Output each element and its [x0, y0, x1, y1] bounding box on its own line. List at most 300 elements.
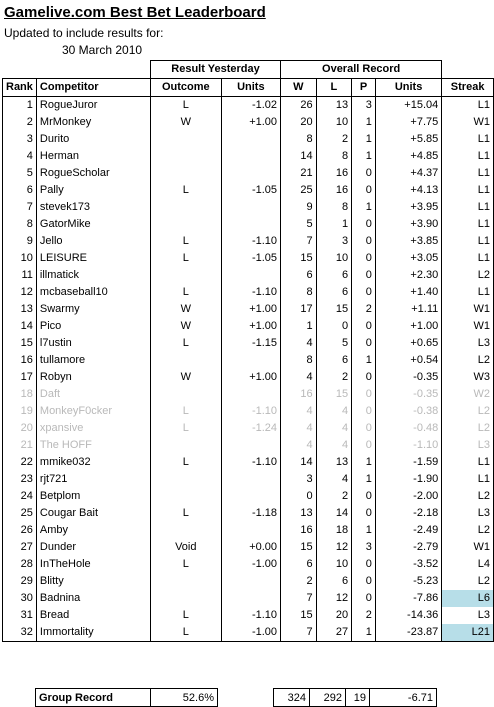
- leaderboard-table: [2, 60, 494, 642]
- units-overall-cell: +7.75: [375, 114, 441, 131]
- p-cell: 1: [352, 131, 376, 148]
- streak-cell: L21: [442, 624, 494, 642]
- p-cell: 0: [352, 267, 376, 284]
- outcome-cell: [150, 522, 221, 539]
- w-cell: 14: [281, 454, 317, 471]
- w-cell: 8: [281, 131, 317, 148]
- l-cell: 27: [316, 624, 352, 642]
- rank-cell: 5: [3, 165, 37, 182]
- p-cell: 0: [352, 369, 376, 386]
- competitor-cell: Swarmy: [36, 301, 150, 318]
- table-row: [3, 352, 494, 369]
- table-row: [3, 301, 494, 318]
- l-cell: 6: [316, 284, 352, 301]
- streak-cell: W1: [442, 318, 494, 335]
- units-overall-cell: +3.90: [375, 216, 441, 233]
- competitor-cell: Durito: [36, 131, 150, 148]
- p-cell: 0: [352, 165, 376, 182]
- units-yesterday-cell: -1.05: [221, 250, 280, 267]
- units-overall-cell: -0.35: [375, 386, 441, 403]
- p-cell: 0: [352, 250, 376, 267]
- group-header-row: [3, 61, 494, 79]
- w-cell: 7: [281, 590, 317, 607]
- competitor-cell: illmatick: [36, 267, 150, 284]
- streak-cell: L3: [442, 505, 494, 522]
- rank-cell: 27: [3, 539, 37, 556]
- outcome-cell: [150, 199, 221, 216]
- l-cell: 2: [316, 488, 352, 505]
- outcome-cell: W: [150, 301, 221, 318]
- rank-cell: 28: [3, 556, 37, 573]
- competitor-cell: LEISURE: [36, 250, 150, 267]
- units-yesterday-cell: [221, 437, 280, 454]
- units-yesterday-cell: [221, 573, 280, 590]
- p-cell: 1: [352, 624, 376, 642]
- col-units-overall: Units: [375, 79, 441, 97]
- table-row: [3, 267, 494, 284]
- units-yesterday-cell: -1.15: [221, 335, 280, 352]
- table-row: [3, 471, 494, 488]
- outcome-cell: [150, 590, 221, 607]
- l-cell: 1: [316, 216, 352, 233]
- competitor-cell: l7ustin: [36, 335, 150, 352]
- units-yesterday-cell: -1.02: [221, 97, 280, 115]
- rank-cell: 4: [3, 148, 37, 165]
- table-row: [3, 403, 494, 420]
- w-cell: 9: [281, 199, 317, 216]
- l-cell: 12: [316, 590, 352, 607]
- competitor-cell: Blitty: [36, 573, 150, 590]
- w-cell: 8: [281, 352, 317, 369]
- l-cell: 18: [316, 522, 352, 539]
- l-cell: 5: [316, 335, 352, 352]
- streak-cell: W3: [442, 369, 494, 386]
- p-cell: 3: [352, 97, 376, 115]
- rank-cell: 12: [3, 284, 37, 301]
- rank-cell: 25: [3, 505, 37, 522]
- l-cell: 2: [316, 369, 352, 386]
- l-cell: 6: [316, 573, 352, 590]
- w-cell: 4: [281, 437, 317, 454]
- w-cell: 5: [281, 216, 317, 233]
- streak-cell: L2: [442, 488, 494, 505]
- col-p: P: [352, 79, 376, 97]
- l-cell: 20: [316, 607, 352, 624]
- units-yesterday-cell: +1.00: [221, 301, 280, 318]
- table-row: [3, 556, 494, 573]
- table-row: [3, 182, 494, 199]
- competitor-cell: Daft: [36, 386, 150, 403]
- l-cell: 10: [316, 556, 352, 573]
- rank-cell: 3: [3, 131, 37, 148]
- outcome-cell: L: [150, 454, 221, 471]
- w-cell: 4: [281, 369, 317, 386]
- group-record-pct: 52.6%: [151, 689, 218, 707]
- table-row: [3, 386, 494, 403]
- p-cell: 0: [352, 556, 376, 573]
- w-cell: 7: [281, 624, 317, 642]
- outcome-cell: [150, 573, 221, 590]
- l-cell: 13: [316, 454, 352, 471]
- p-cell: 1: [352, 114, 376, 131]
- rank-cell: 7: [3, 199, 37, 216]
- rank-cell: 20: [3, 420, 37, 437]
- table-row: [3, 573, 494, 590]
- group-record-table: [35, 688, 437, 707]
- units-yesterday-cell: -1.00: [221, 624, 280, 642]
- l-cell: 10: [316, 250, 352, 267]
- outcome-cell: L: [150, 624, 221, 642]
- l-cell: 16: [316, 182, 352, 199]
- group-record-w: 324: [274, 689, 310, 707]
- l-cell: 14: [316, 505, 352, 522]
- units-yesterday-cell: -1.24: [221, 420, 280, 437]
- rank-cell: 2: [3, 114, 37, 131]
- update-date: 30 March 2010: [62, 43, 143, 57]
- streak-cell: L2: [442, 522, 494, 539]
- l-cell: 6: [316, 352, 352, 369]
- streak-cell: L1: [442, 131, 494, 148]
- competitor-cell: InTheHole: [36, 556, 150, 573]
- units-yesterday-cell: +1.00: [221, 318, 280, 335]
- l-cell: 4: [316, 420, 352, 437]
- outcome-cell: [150, 131, 221, 148]
- rank-cell: 9: [3, 233, 37, 250]
- p-cell: 0: [352, 284, 376, 301]
- p-cell: 0: [352, 335, 376, 352]
- competitor-cell: tullamore: [36, 352, 150, 369]
- w-cell: 15: [281, 250, 317, 267]
- outcome-cell: [150, 267, 221, 284]
- rank-cell: 31: [3, 607, 37, 624]
- units-yesterday-cell: +1.00: [221, 369, 280, 386]
- w-cell: 3: [281, 471, 317, 488]
- streak-cell: L1: [442, 471, 494, 488]
- units-overall-cell: -1.90: [375, 471, 441, 488]
- table-row: [3, 488, 494, 505]
- table-row: [3, 437, 494, 454]
- outcome-cell: [150, 488, 221, 505]
- streak-cell: W1: [442, 114, 494, 131]
- w-cell: 15: [281, 539, 317, 556]
- rank-cell: 22: [3, 454, 37, 471]
- outcome-cell: L: [150, 335, 221, 352]
- table-row: [3, 131, 494, 148]
- competitor-cell: Badnina: [36, 590, 150, 607]
- units-overall-cell: -2.18: [375, 505, 441, 522]
- l-cell: 4: [316, 471, 352, 488]
- table-row: [3, 233, 494, 250]
- w-cell: 25: [281, 182, 317, 199]
- group-record-units: -6.71: [370, 689, 437, 707]
- p-cell: 2: [352, 301, 376, 318]
- outcome-cell: W: [150, 114, 221, 131]
- w-cell: 6: [281, 556, 317, 573]
- units-overall-cell: -5.23: [375, 573, 441, 590]
- units-yesterday-cell: [221, 386, 280, 403]
- units-yesterday-cell: [221, 199, 280, 216]
- p-cell: 1: [352, 199, 376, 216]
- rank-cell: 10: [3, 250, 37, 267]
- streak-cell: L1: [442, 284, 494, 301]
- outcome-cell: [150, 165, 221, 182]
- table-row: [3, 590, 494, 607]
- update-note: Updated to include results for:: [4, 26, 164, 40]
- w-cell: 6: [281, 267, 317, 284]
- competitor-cell: Herman: [36, 148, 150, 165]
- outcome-cell: [150, 437, 221, 454]
- streak-cell: W2: [442, 386, 494, 403]
- rank-cell: 17: [3, 369, 37, 386]
- units-overall-cell: +0.54: [375, 352, 441, 369]
- outcome-cell: [150, 352, 221, 369]
- units-yesterday-cell: [221, 522, 280, 539]
- p-cell: 0: [352, 488, 376, 505]
- units-overall-cell: +3.05: [375, 250, 441, 267]
- p-cell: 1: [352, 471, 376, 488]
- units-overall-cell: -0.38: [375, 403, 441, 420]
- l-cell: 8: [316, 148, 352, 165]
- l-cell: 4: [316, 403, 352, 420]
- table-row: [3, 250, 494, 267]
- rank-cell: 14: [3, 318, 37, 335]
- col-w: W: [281, 79, 317, 97]
- p-cell: 2: [352, 607, 376, 624]
- units-overall-cell: -2.49: [375, 522, 441, 539]
- w-cell: 2: [281, 573, 317, 590]
- competitor-cell: mcbaseball10: [36, 284, 150, 301]
- col-units-yesterday: Units: [221, 79, 280, 97]
- units-yesterday-cell: -1.10: [221, 233, 280, 250]
- rank-cell: 6: [3, 182, 37, 199]
- w-cell: 13: [281, 505, 317, 522]
- outcome-cell: [150, 148, 221, 165]
- outcome-cell: L: [150, 284, 221, 301]
- streak-cell: L3: [442, 335, 494, 352]
- group-record-p: 19: [346, 689, 370, 707]
- w-cell: 17: [281, 301, 317, 318]
- group-record-label: Group Record: [36, 689, 151, 707]
- competitor-cell: Immortality: [36, 624, 150, 642]
- streak-cell: L4: [442, 556, 494, 573]
- streak-cell: L1: [442, 165, 494, 182]
- p-cell: 0: [352, 318, 376, 335]
- p-cell: 0: [352, 216, 376, 233]
- units-overall-cell: -0.48: [375, 420, 441, 437]
- p-cell: 0: [352, 403, 376, 420]
- w-cell: 4: [281, 420, 317, 437]
- outcome-cell: L: [150, 607, 221, 624]
- competitor-cell: stevek173: [36, 199, 150, 216]
- table-row: [3, 607, 494, 624]
- units-yesterday-cell: [221, 590, 280, 607]
- table-row: [3, 454, 494, 471]
- streak-cell: L1: [442, 233, 494, 250]
- p-cell: 0: [352, 233, 376, 250]
- w-cell: 15: [281, 607, 317, 624]
- table-row: [3, 624, 494, 642]
- units-overall-cell: +4.85: [375, 148, 441, 165]
- streak-cell: L3: [442, 607, 494, 624]
- units-overall-cell: +4.37: [375, 165, 441, 182]
- units-overall-cell: -23.87: [375, 624, 441, 642]
- outcome-cell: L: [150, 403, 221, 420]
- l-cell: 0: [316, 318, 352, 335]
- p-cell: 0: [352, 590, 376, 607]
- units-yesterday-cell: [221, 267, 280, 284]
- table-row: [3, 522, 494, 539]
- outcome-cell: Void: [150, 539, 221, 556]
- p-cell: 0: [352, 505, 376, 522]
- w-cell: 4: [281, 335, 317, 352]
- col-competitor: Competitor: [36, 79, 150, 97]
- w-cell: 8: [281, 284, 317, 301]
- units-overall-cell: +0.65: [375, 335, 441, 352]
- l-cell: 3: [316, 233, 352, 250]
- units-overall-cell: -14.36: [375, 607, 441, 624]
- outcome-cell: W: [150, 369, 221, 386]
- table-row: [3, 318, 494, 335]
- w-cell: 20: [281, 114, 317, 131]
- streak-cell: L1: [442, 454, 494, 471]
- competitor-cell: MrMonkey: [36, 114, 150, 131]
- table-row: [3, 505, 494, 522]
- table-row: [3, 420, 494, 437]
- rank-cell: 30: [3, 590, 37, 607]
- units-overall-cell: -1.59: [375, 454, 441, 471]
- units-overall-cell: +5.85: [375, 131, 441, 148]
- streak-cell: L1: [442, 199, 494, 216]
- l-cell: 2: [316, 131, 352, 148]
- table-row: [3, 97, 494, 115]
- w-cell: 7: [281, 233, 317, 250]
- streak-cell: W1: [442, 539, 494, 556]
- competitor-cell: RogueJuror: [36, 97, 150, 115]
- competitor-cell: Amby: [36, 522, 150, 539]
- units-overall-cell: -3.52: [375, 556, 441, 573]
- p-cell: 0: [352, 386, 376, 403]
- units-yesterday-cell: [221, 131, 280, 148]
- l-cell: 10: [316, 114, 352, 131]
- streak-cell: L1: [442, 250, 494, 267]
- units-yesterday-cell: [221, 488, 280, 505]
- competitor-cell: xpansive: [36, 420, 150, 437]
- table-row: [3, 199, 494, 216]
- units-overall-cell: -2.79: [375, 539, 441, 556]
- units-yesterday-cell: [221, 471, 280, 488]
- rank-cell: 32: [3, 624, 37, 642]
- l-cell: 15: [316, 386, 352, 403]
- competitor-cell: Bread: [36, 607, 150, 624]
- units-yesterday-cell: [221, 148, 280, 165]
- outcome-cell: L: [150, 420, 221, 437]
- units-yesterday-cell: -1.10: [221, 403, 280, 420]
- rank-cell: 29: [3, 573, 37, 590]
- outcome-cell: L: [150, 182, 221, 199]
- l-cell: 16: [316, 165, 352, 182]
- l-cell: 12: [316, 539, 352, 556]
- units-yesterday-cell: -1.10: [221, 284, 280, 301]
- p-cell: 1: [352, 522, 376, 539]
- units-overall-cell: -0.35: [375, 369, 441, 386]
- outcome-cell: L: [150, 250, 221, 267]
- table-row: [3, 165, 494, 182]
- outcome-cell: L: [150, 556, 221, 573]
- group-record-row: [36, 689, 437, 707]
- rank-cell: 19: [3, 403, 37, 420]
- units-overall-cell: -1.10: [375, 437, 441, 454]
- outcome-cell: [150, 386, 221, 403]
- competitor-cell: Pico: [36, 318, 150, 335]
- w-cell: 16: [281, 386, 317, 403]
- table-row: [3, 369, 494, 386]
- streak-cell: L2: [442, 352, 494, 369]
- overall-record-header: Overall Record: [281, 61, 442, 79]
- units-overall-cell: +2.30: [375, 267, 441, 284]
- units-overall-cell: +15.04: [375, 97, 441, 115]
- competitor-cell: MonkeyF0cker: [36, 403, 150, 420]
- w-cell: 21: [281, 165, 317, 182]
- rank-cell: 11: [3, 267, 37, 284]
- streak-cell: L1: [442, 182, 494, 199]
- units-yesterday-cell: -1.10: [221, 607, 280, 624]
- units-overall-cell: +1.11: [375, 301, 441, 318]
- units-overall-cell: +1.00: [375, 318, 441, 335]
- rank-cell: 24: [3, 488, 37, 505]
- competitor-cell: Dunder: [36, 539, 150, 556]
- p-cell: 0: [352, 182, 376, 199]
- streak-cell: L6: [442, 590, 494, 607]
- units-yesterday-cell: -1.18: [221, 505, 280, 522]
- rank-cell: 23: [3, 471, 37, 488]
- units-yesterday-cell: +0.00: [221, 539, 280, 556]
- col-streak: Streak: [442, 79, 494, 97]
- units-yesterday-cell: [221, 352, 280, 369]
- rank-cell: 21: [3, 437, 37, 454]
- streak-cell: L2: [442, 403, 494, 420]
- streak-cell: L1: [442, 216, 494, 233]
- p-cell: 0: [352, 573, 376, 590]
- streak-cell: L2: [442, 267, 494, 284]
- competitor-cell: RogueScholar: [36, 165, 150, 182]
- p-cell: 1: [352, 148, 376, 165]
- units-overall-cell: +1.40: [375, 284, 441, 301]
- p-cell: 3: [352, 539, 376, 556]
- outcome-cell: [150, 216, 221, 233]
- units-yesterday-cell: -1.05: [221, 182, 280, 199]
- units-overall-cell: +3.85: [375, 233, 441, 250]
- competitor-cell: rjt721: [36, 471, 150, 488]
- competitor-cell: GatorMike: [36, 216, 150, 233]
- competitor-cell: Betplom: [36, 488, 150, 505]
- page-title: Gamelive.com Best Bet Leaderboard: [4, 4, 266, 21]
- competitor-cell: The HOFF: [36, 437, 150, 454]
- table-row: [3, 539, 494, 556]
- outcome-cell: [150, 471, 221, 488]
- l-cell: 4: [316, 437, 352, 454]
- l-cell: 15: [316, 301, 352, 318]
- streak-cell: L1: [442, 148, 494, 165]
- streak-cell: L3: [442, 437, 494, 454]
- competitor-cell: mmike032: [36, 454, 150, 471]
- units-overall-cell: +3.95: [375, 199, 441, 216]
- rank-cell: 16: [3, 352, 37, 369]
- rank-cell: 8: [3, 216, 37, 233]
- rank-cell: 26: [3, 522, 37, 539]
- p-cell: 0: [352, 437, 376, 454]
- l-cell: 6: [316, 267, 352, 284]
- w-cell: 0: [281, 488, 317, 505]
